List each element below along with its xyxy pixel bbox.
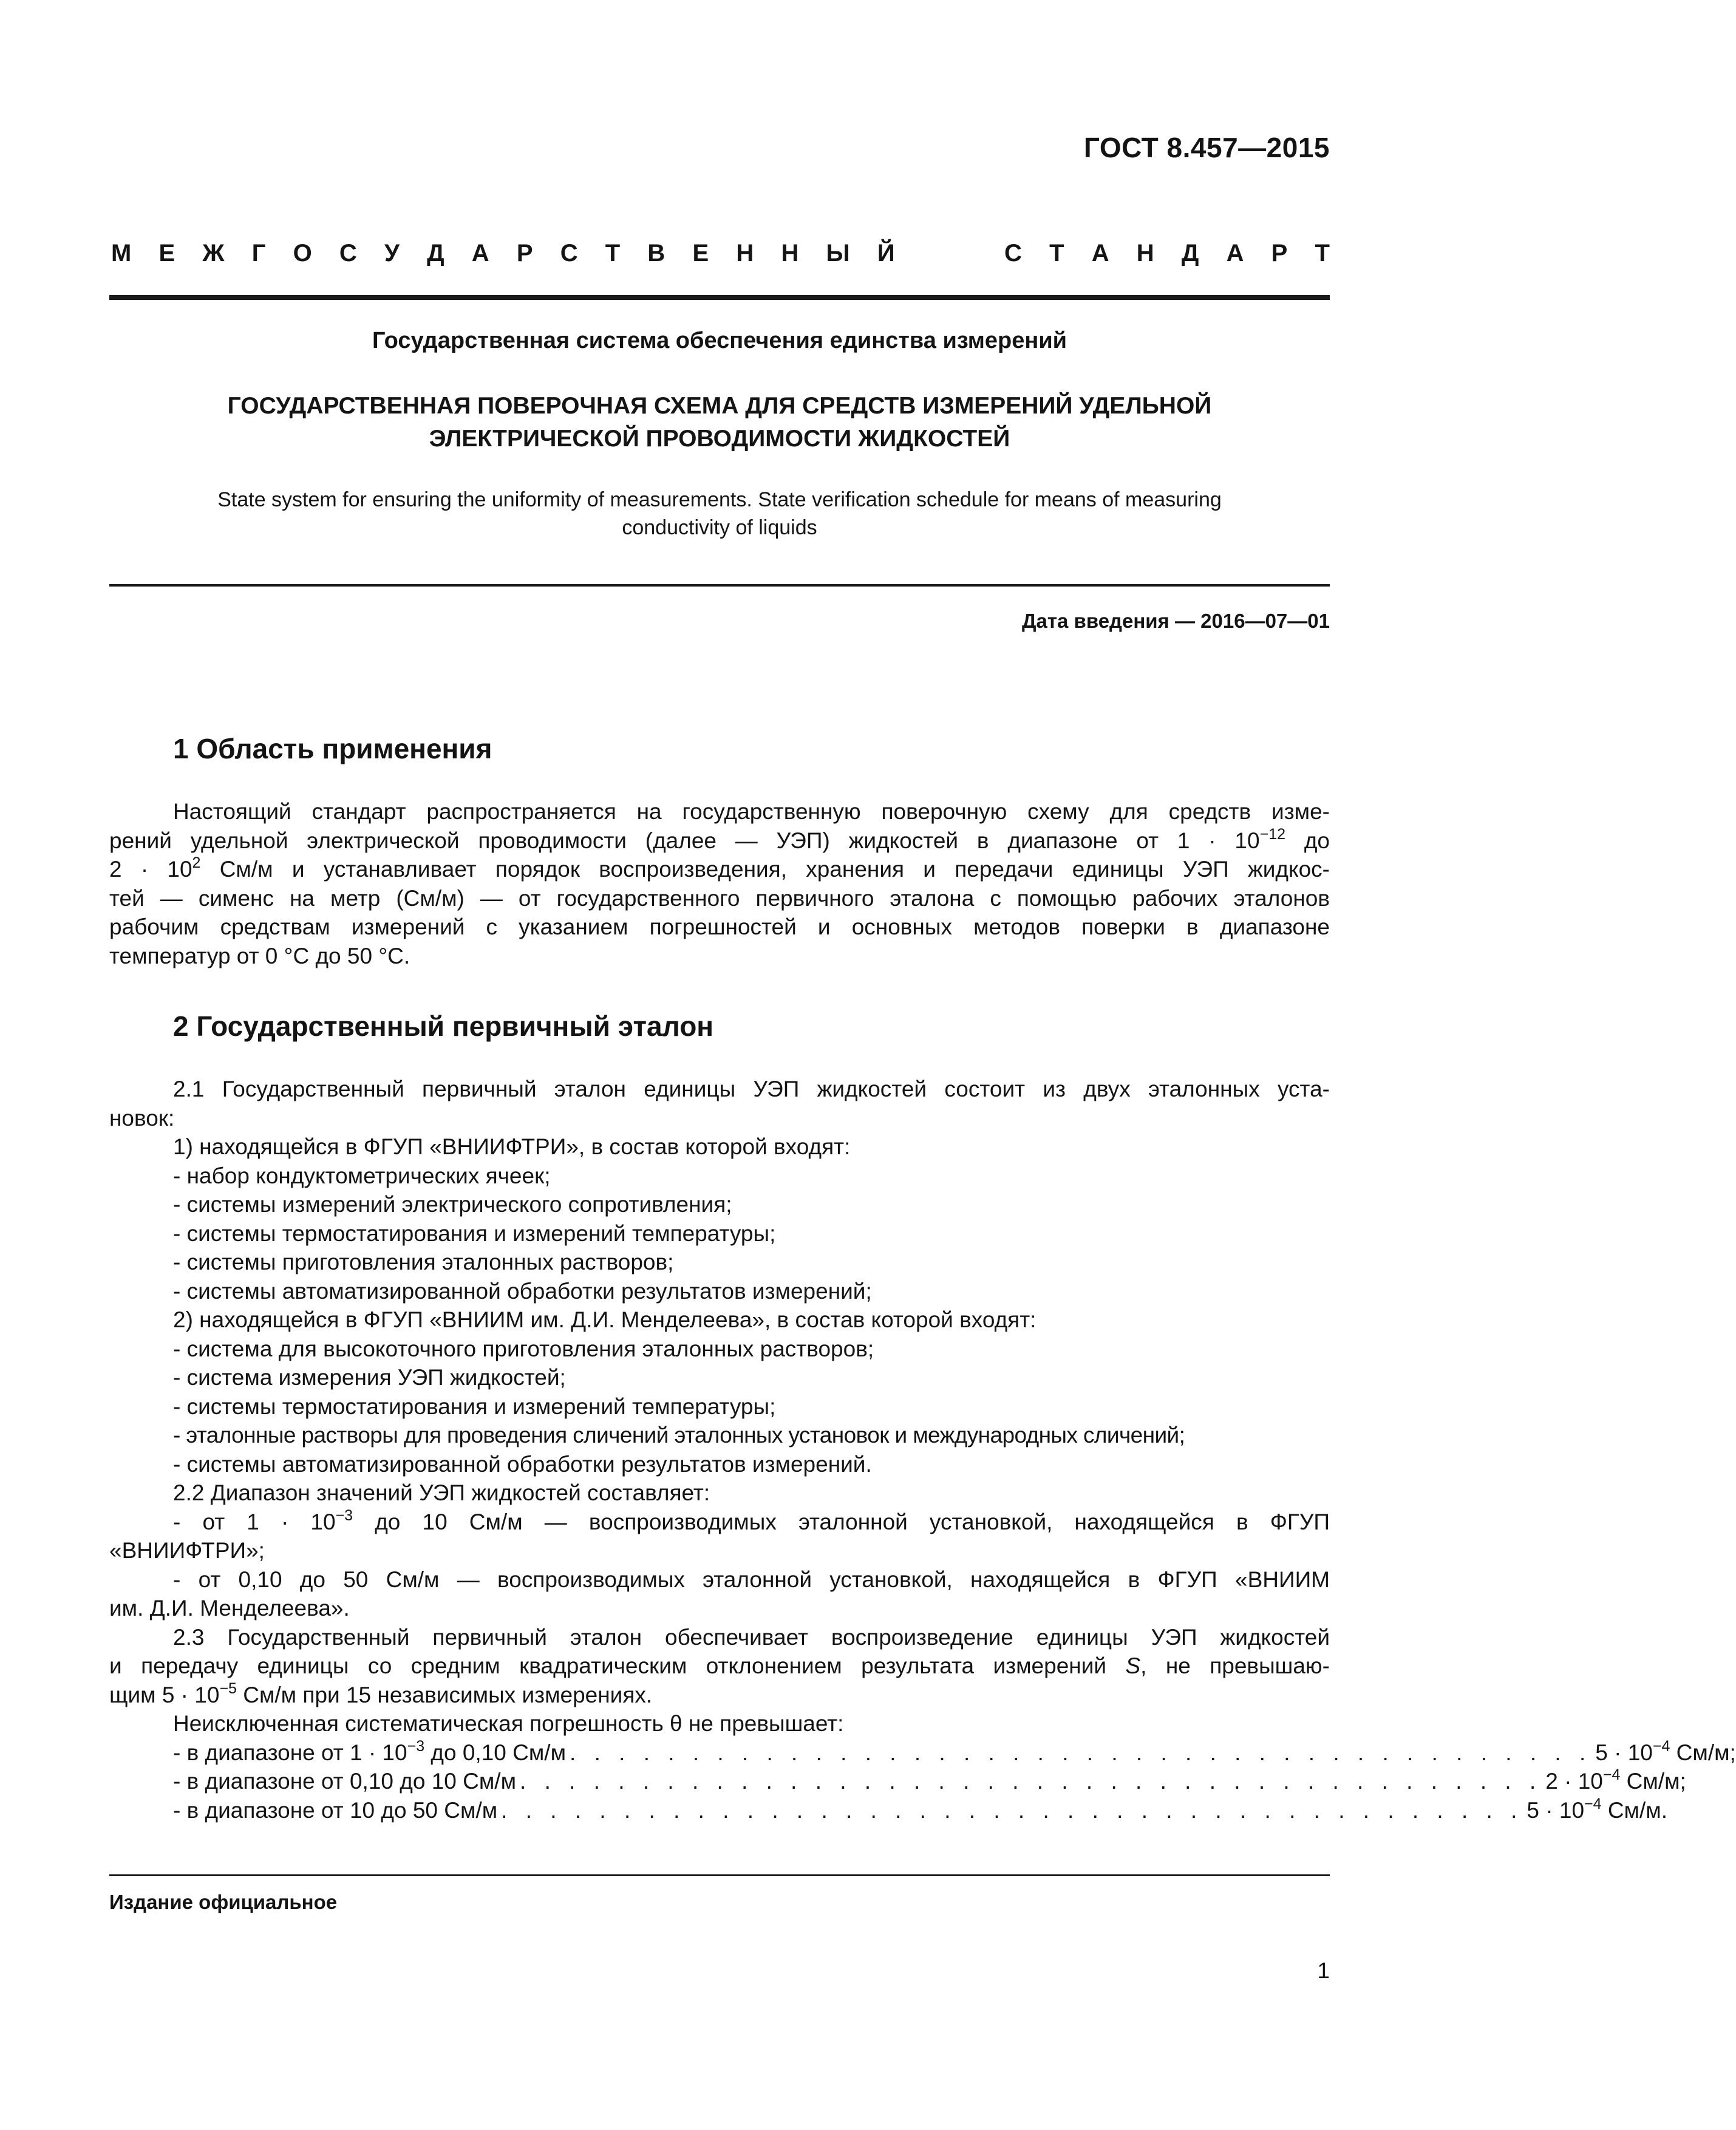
text-run: - в диапазоне от 1 · 10 [173,1740,407,1765]
heading-letter: Н [1136,240,1154,267]
system-name: Государственная система обеспечения единства измерений [372,328,1067,353]
text-run: См/м при 15 независимых измерениях. [236,1682,653,1707]
section-1-paragraph [109,797,1330,970]
exponent: −4 [1652,1737,1670,1755]
text-run: рений удельной электрической проводимости (далее — УЭП) жидкостей в диапазоне от 1 · 10 [109,828,1260,853]
text-run: - от 1 · 10 [173,1509,336,1534]
text-run: щим 5 · 10 [109,1682,220,1707]
text-line [109,826,1330,856]
heading-letter: Ы [826,240,850,267]
heading-letter: А [1091,240,1109,267]
text-run: - в диапазоне от 10 до 50 См/м [173,1797,498,1823]
clause-2-1-line: новок: [109,1105,175,1131]
exponent: −3 [407,1737,425,1755]
standard-number: ГОСТ 8.457—2015 [1083,132,1330,163]
english-title [109,486,1330,542]
clause-2-3-line [109,1681,1330,1710]
heading-letter: Ж [202,240,225,267]
heading-letter: Е [692,240,709,267]
clause-2-3-line: 2.3 Государственный первичный эталон обеспечивает воспроизведение единицы УЭП жидкостей [173,1624,1330,1650]
document-title [109,390,1330,455]
english-title-line: conductivity of liquids [622,516,817,539]
text-run: 2 · 10 [109,857,192,882]
text-run: См/м и устанавливает порядок воспроизведения, хранения и передачи единицы УЭП жидкос- [200,857,1330,882]
text-run: до 10 См/м — воспроизводимых эталонной установкой, находящейся в ФГУП [353,1509,1330,1534]
heading-letter: Т [1049,240,1064,267]
list-bullet: - система для высокоточного приготовления эталонных растворов; [173,1336,874,1361]
list-bullet: - системы автоматизированной обработки результатов измерений; [173,1278,872,1304]
dot-leader: . . . . . . . . . . . . . . . . . . . . . . . . . . . . . . . . . . . . . . . . . . [570,1740,1592,1765]
clause-2-1-line: 2.1 Государственный первичный эталон единицы УЭП жидкостей состоит из двух эталонных уста- [173,1077,1330,1101]
title-line: ЭЛЕКТРИЧЕСКОЙ ПРОВОДИМОСТИ ЖИДКОСТЕЙ [429,426,1010,452]
exponent: −3 [335,1506,353,1524]
text-run: и передачу единицы со средним квадратическим отклонением результата измерений [109,1653,1126,1678]
heading-letter: Т [1315,240,1330,267]
heading-letter: Й [877,240,895,267]
clause-2-3-line: Неисключенная систематическая погрешность θ не превышает: [173,1711,844,1736]
text-run: , не превышаю- [1140,1653,1330,1678]
list-item-1: 1) находящейся в ФГУП «ВНИИФТРИ», в состав которой входят: [173,1134,851,1159]
range-label [173,1738,566,1768]
exponent: −4 [1602,1766,1621,1783]
section-1-heading: 1 Область применения [173,733,492,764]
list-bullet: - системы измерений электрического сопротивления; [173,1192,732,1217]
text-run: 5 · 10 [1595,1740,1653,1765]
heading-letter: С [339,240,357,267]
list-item-2: 2) находящейся в ФГУП «ВНИИМ им. Д.И. Менделеева», в состав которой входят: [173,1307,1036,1332]
list-bullet: - набор кондуктометрических ячеек; [173,1163,551,1188]
exponent: −4 [1584,1795,1602,1812]
dot-leader: . . . . . . . . . . . . . . . . . . . . . . . . . . . . . . . . . . . . . . . . . . [520,1769,1542,1794]
symbol-s: S [1125,1653,1141,1678]
text-line [109,855,1330,884]
heading-letter: Е [158,240,175,267]
range-value [1527,1796,1667,1825]
exponent: 2 [192,854,201,871]
exponent: −12 [1259,825,1286,843]
page-number: 1 [1317,1958,1330,1983]
edition-label: Издание официальное [109,1891,338,1913]
heading-letter: Н [781,240,799,267]
exponent: −5 [219,1679,237,1697]
heading-letter: Р [1271,240,1288,267]
footer-divider [109,1874,1330,1876]
heading-letter: М [111,240,132,267]
range-value [1595,1738,1736,1768]
list-bullet: - системы термостатирования и измерений температуры; [173,1393,776,1419]
range-line: «ВНИИФТРИ»; [109,1538,265,1563]
text-line: тей — сименс на метр (См/м) — от государственного первичного эталона с помощью рабочих эталонов [109,885,1330,911]
dot-leader: . . . . . . . . . . . . . . . . . . . . . . . . . . . . . . . . . . . . . . . . . . [501,1797,1523,1823]
range-label [173,1767,516,1796]
list-bullet: - системы термостатирования и измерений температуры; [173,1220,776,1246]
heading-letter: Р [516,240,533,267]
range-value [1545,1767,1686,1796]
heading-letter: У [384,240,400,267]
heading-letter: Н [736,240,754,267]
range-line: - от 0,10 до 50 См/м — воспроизводимых эталонной установкой, находящейся в ФГУП «ВНИИМ [173,1567,1330,1592]
introduction-date: Дата введения — 2016—07—01 [1022,610,1330,632]
text-run: См/м. [1601,1797,1667,1823]
list-bullet: - системы автоматизированной обработки результатов измерений. [173,1451,872,1477]
heading-letter: О [293,240,312,267]
section-2-heading: 2 Государственный первичный эталон [173,1010,714,1042]
heading-letter: Д [427,240,444,267]
list-bullet: - эталонные растворы для проведения сличений эталонных установок и международных сличений; [173,1423,1185,1448]
heading-letter: А [1226,240,1244,267]
list-bullet: - система измерения УЭП жидкостей; [173,1365,566,1390]
text-line: рабочим средствам измерений с указанием погрешностей и основных методов поверки в диапазоне [109,914,1330,939]
clause-2-3-line [109,1652,1330,1681]
english-title-line: State system for ensuring the uniformity of measurements. State verification schedule for means of measuring [217,488,1222,511]
text-line: температур от 0 °С до 50 °С. [109,943,410,968]
title-divider [109,584,1330,587]
text-run: 5 · 10 [1527,1797,1585,1823]
standard-type-heading [111,240,1330,267]
text-run: - в диапазоне от 0,10 до 10 См/м [173,1769,517,1794]
heading-letter: В [647,240,665,267]
range-line [109,1508,1330,1537]
list-bullet: - системы приготовления эталонных растворов; [173,1250,674,1274]
title-line: ГОСУДАРСТВЕННАЯ ПОВЕРОЧНАЯ СХЕМА ДЛЯ СРЕДСТВ ИЗМЕРЕНИЙ УДЕЛЬНОЙ [227,393,1212,419]
range-label [173,1796,497,1825]
top-divider [109,295,1330,300]
heading-letter: Т [605,240,621,267]
heading-letter: Д [1181,240,1199,267]
text-line: Настоящий стандарт распространяется на государственную поверочную схему для средств изме- [173,799,1330,824]
heading-letter: С [560,240,578,267]
heading-letter: А [471,240,489,267]
range-line: им. Д.И. Менделеева». [109,1596,350,1621]
text-run: См/м; [1620,1769,1686,1794]
heading-word-gap [922,240,977,267]
text-run: См/м; [1670,1740,1736,1765]
text-run: до [1285,828,1330,853]
text-run: 2 · 10 [1545,1769,1603,1794]
text-run: до 0,10 См/м [424,1740,567,1765]
clause-2-2: 2.2 Диапазон значений УЭП жидкостей составляет: [173,1480,710,1505]
heading-letter: С [1004,240,1022,267]
heading-letter: Г [251,240,266,267]
